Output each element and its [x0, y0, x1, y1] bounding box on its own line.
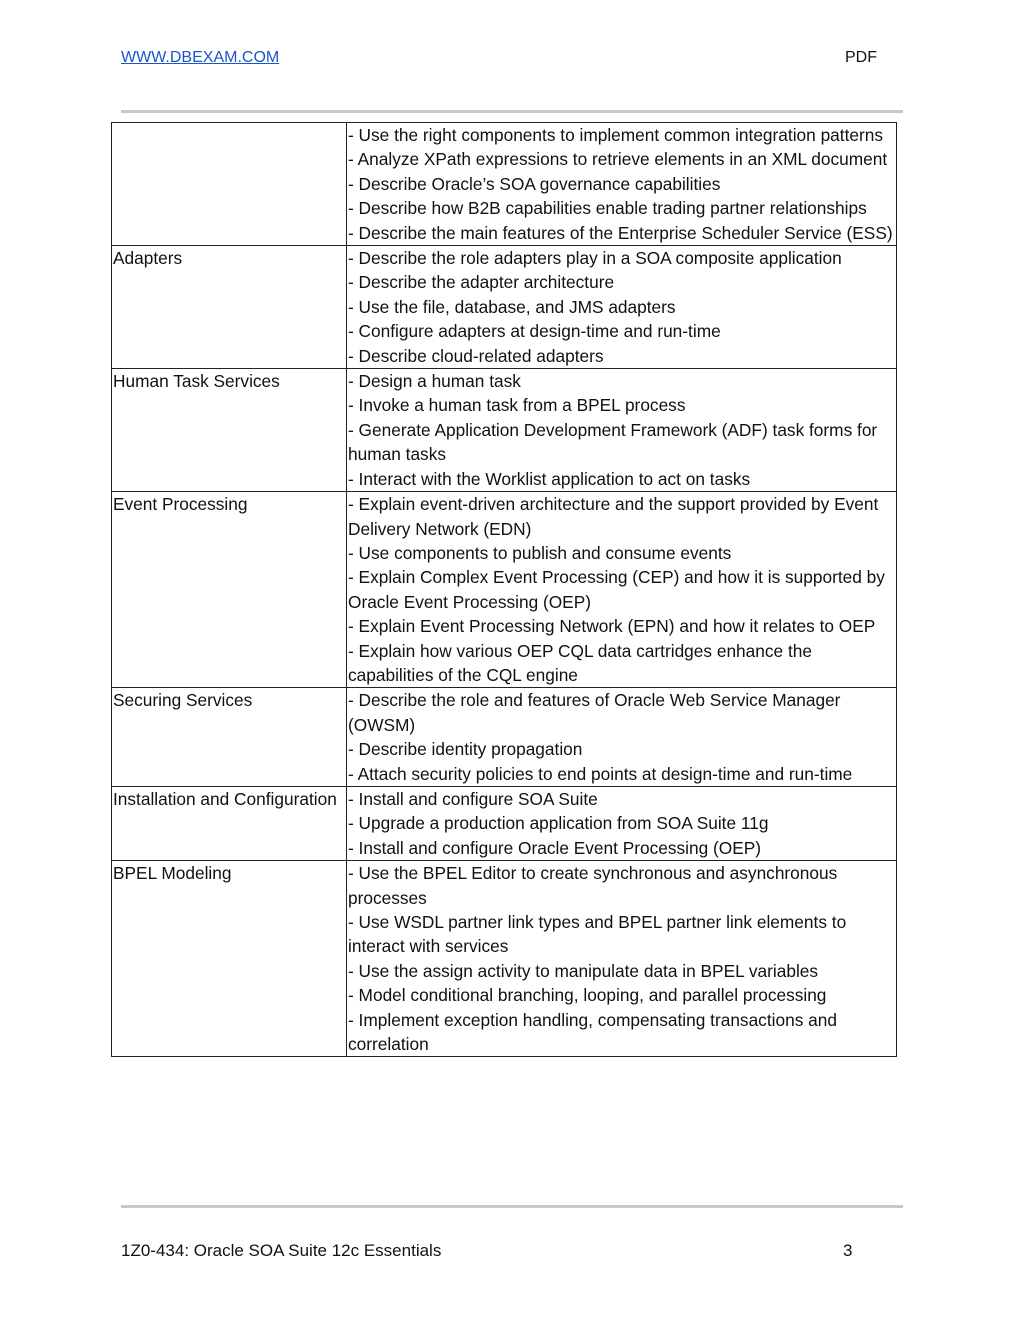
- objectives-cell: [347, 123, 897, 246]
- topic-cell: Adapters: [112, 246, 347, 369]
- objectives-cell: [347, 369, 897, 492]
- table-row: [112, 861, 897, 1057]
- objective-item: - Describe the role and features of Oracle Web Service Manager (OWSM): [348, 690, 841, 735]
- objective-item: - Describe the main features of the Enterprise Scheduler Service (ESS): [348, 222, 893, 243]
- objectives-cell: [347, 246, 897, 369]
- table-row: [112, 786, 897, 860]
- objective-item: - Install and configure SOA Suite: [348, 788, 598, 809]
- table-row: [112, 492, 897, 688]
- objective-item: - Describe how B2B capabilities enable trading partner relationships: [348, 198, 867, 219]
- header-label: PDF: [845, 49, 877, 66]
- objectives-cell: [347, 492, 897, 688]
- objective-item: - Interact with the Worklist application to act on tasks: [348, 468, 751, 489]
- objectives-cell: [347, 688, 897, 787]
- objective-item: - Explain Event Processing Network (EPN) and how it relates to OEP: [348, 616, 876, 637]
- objective-item: - Use components to publish and consume events: [348, 542, 732, 563]
- table-row: [112, 246, 897, 369]
- objective-item: - Model conditional branching, looping, and parallel processing: [348, 985, 827, 1006]
- objective-item: - Describe identity propagation: [348, 739, 583, 760]
- header-divider: [121, 110, 903, 113]
- exam-topics-table: [111, 122, 897, 1057]
- objective-item: - Attach security policies to end points at design-time and run-time: [348, 763, 853, 784]
- objective-item: - Describe cloud-related adapters: [348, 345, 604, 366]
- topic-cell: Securing Services: [112, 688, 347, 787]
- table-row: [112, 123, 897, 246]
- objective-item: - Install and configure Oracle Event Processing (OEP): [348, 837, 762, 858]
- objective-item: - Explain how various OEP CQL data cartridges enhance the capabilities of the CQL engine: [348, 640, 812, 685]
- objective-item: - Use the BPEL Editor to create synchronous and asynchronous processes: [348, 863, 838, 908]
- topic-cell: Human Task Services: [112, 369, 347, 492]
- objective-item: - Upgrade a production application from SOA Suite 11g: [348, 813, 769, 834]
- topic-cell: Installation and Configuration: [112, 786, 347, 860]
- topic-cell: BPEL Modeling: [112, 861, 347, 1057]
- objective-item: - Generate Application Development Framework (ADF) task forms for human tasks: [348, 419, 878, 465]
- table-row: [112, 369, 897, 492]
- objective-item: - Invoke a human task from a BPEL process: [348, 395, 686, 416]
- objective-item: - Use the assign activity to manipulate data in BPEL variables: [348, 960, 819, 981]
- objective-item: - Describe the role adapters play in a SOA composite application: [348, 248, 842, 269]
- topic-cell: Event Processing: [112, 492, 347, 688]
- objective-item: - Analyze XPath expressions to retrieve elements in an XML document: [348, 149, 888, 170]
- objective-item: - Use the right components to implement common integration patterns: [348, 125, 884, 145]
- objective-item: - Use the file, database, and JMS adapters: [348, 296, 676, 317]
- footer-title: 1Z0-434: Oracle SOA Suite 12c Essentials: [121, 1241, 442, 1260]
- table-row: [112, 688, 897, 787]
- objective-item: - Describe the adapter architecture: [348, 272, 615, 293]
- objective-item: - Describe Oracle’s SOA governance capabilities: [348, 173, 721, 194]
- topic-cell: [112, 123, 347, 246]
- page-number: 3: [843, 1241, 853, 1260]
- objectives-cell: [347, 786, 897, 860]
- objective-item: - Explain event-driven architecture and the support provided by Event Delivery Network (EDN): [348, 494, 879, 539]
- site-link[interactable]: WWW.DBEXAM.COM: [121, 49, 280, 66]
- objective-item: - Implement exception handling, compensating transactions and correlation: [348, 1009, 837, 1055]
- objective-item: - Design a human task: [348, 371, 521, 392]
- objective-item: - Use WSDL partner link types and BPEL partner link elements to interact with services: [348, 912, 847, 957]
- objective-item: - Explain Complex Event Processing (CEP) and how it is supported by Oracle Event Processing (OEP): [348, 567, 885, 612]
- objective-item: - Configure adapters at design-time and run-time: [348, 321, 721, 342]
- objectives-cell: [347, 861, 897, 1057]
- footer-divider: [121, 1205, 903, 1208]
